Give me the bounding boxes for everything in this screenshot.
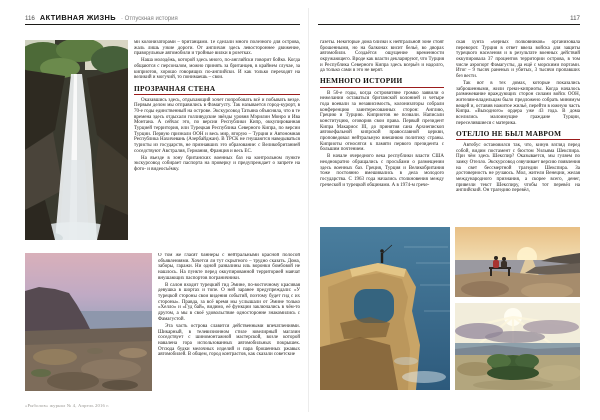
sea-arch-photo <box>320 227 450 390</box>
section-subtitle: · Отпускная история <box>120 16 178 22</box>
left-page-text-upper <box>134 40 300 251</box>
body-paragraphs <box>134 98 300 173</box>
dusk-cliff-photo <box>25 253 152 391</box>
paragraph: газеты. Некоторые дома близки к нейтральной зоне стоят брошенными, но на балконах висит бельё, во дворах автомобили. Создаётся ощущение временности окружающего. Вроде как власти декларируют, что Турция и Республика Северного Кипра здесь всерьёз и надолго, да только сами в это не верят. <box>320 40 444 74</box>
paragraph: Наша молодёжь, которой здесь много, по-английски говорит бойко. Когда общаются с персоналом, можно принять за британцев, в крайнем случае, за киприотов, хорошо говорящих по-английски. И как только переходят на великий и могучий, то понимаешь – свои. <box>134 58 300 81</box>
page-number-right: 117 <box>570 15 580 22</box>
paragraph: В салон входит турецкий гид Эмине, по-восточному красивая девушка в шортах и топе. О ней заранее предупреждали: «У турецкой стороны свои видения событий, поэтому будет гид с их стороны». Правда, за всё время мы услышали от Эмине только «Хелло» и «Гуд бай», видимо, её функции заключались в чём-то другом, а мы в своё удовольствие односторонне знакомились с Фамагустой. <box>158 282 300 322</box>
col1-paragraphs <box>320 91 444 189</box>
col2-paragraphs <box>456 40 580 126</box>
right-page-column-1 <box>320 40 444 227</box>
heading-transparent-wall: ПРОЗРАЧНАЯ СТЕНА <box>134 86 300 95</box>
left-header-rule <box>25 24 300 25</box>
paragraph: На въезде в зону британских военных баз на контрольном пункте экскурсовод собирает паспорта на проверку и предупреждает о запрете на фото- и видеосъёмку. <box>134 155 300 173</box>
left-page-header <box>25 13 300 22</box>
section-title: АКТИВНАЯ ЖИЗНЬ <box>39 13 116 22</box>
right-page-column-2 <box>456 40 580 227</box>
lower-paragraphs <box>158 253 300 358</box>
intro-paragraphs <box>134 40 300 81</box>
paragraph: ская хунта «чёрных полковников» организовала переворот. Турция в ответ ввела войска для защиты турецкого населения и в результате военных действий оккупировала 37 процентов территории острова, в том числе аэропорт Фамагусты, да ещё с морскими портами. Итог – 9 тысяч раненых и убитых, 3 тысячи пропавших без вести. <box>456 40 580 79</box>
paragraph: Эта часть острова славится действенными впечатлениями. Шикарный, в телевизионном стиле ювелирный магазин соседствует с шиномонтажной мастерской, возле которой навалена гора использованных автомобильных покрышек. Отсюда будки мелочных изделий и пара брошенных ржавых автомобилей. В общем, город контрастов, как сказали советские <box>158 323 300 358</box>
left-page-text-lower <box>158 253 300 393</box>
waterfall-photo <box>25 40 128 240</box>
footer-imprint: «Рыболов» журнал № 4, Апрель 2016 г. <box>25 403 110 408</box>
paragraph: В начале очередного века республики власти США неоднократно обращались с просьбами о размещении здесь военных баз. Греция, Турция и Великобритания тоже постоянно вмешивались в дела молодого государства. С 1963 года начались столкновения между греческой и турецкой общинами. А в 1974-м грече- <box>320 154 444 188</box>
paragraph: Так вот в тех домах, которые показались заброшенными, жили греки-киприоты. Когда началось размежевание враждующих сторон силами войск ООН, жителям-владельцам было предложено собрать минимум вещей и, оставив нажитое жильё, перейти в южную часть Кипра. «Выходного» ордера уже 43 года. В дома вселились малоимущие граждане Турции, переселившиеся с материка. <box>456 81 580 126</box>
paragraph: Автобус остановился так, что, кинув взгляд перед собой, видим постамент с бюстом Уильяма Шекспира. При чём здесь Шекспир? Оказывается, мы гуляем по замку Отелло. Экскурсовод озвучивает версию появления на свет бессмертной трагедии Шекспира. За достоверность не ручаюсь. Мол, жители Венеции, желая международного признания, а скорее всего, денег, привезли текст Шекспиру, чтобы тот перевёл на английский. Он трагедию перевёл, <box>456 143 580 194</box>
green-bush <box>487 354 539 380</box>
paragraph: О том же гласят баннеры с нейтральными красной полосой объявлениями. Хочется ли тут скрытного – трудно сказать. Дома, заборы, гаражи. Ни одной развалины иль воронки бомбовой не нашлось. На пункте перед оккупированной территорией маячат внушающих паспортов пограничники. <box>158 253 300 281</box>
sunset-bench-photo <box>455 227 580 297</box>
paragraph: Оказавшись здесь, отдыхающий хочет попробовать всё и побывать везде. Первым делом мы отправились в Фамагусту. Так называется город-курорт, в 70-е годы единственный на острове. Экскурсовод Татьяна объясняла, что в те времена здесь отдыхали голливудские звёзды уровня Мэрилин Монро и Ива Монтана. А сейчас это, по версии Республики Кипр, оккупированная Турцией территория, или Турецкая Республика Северного Кипра, по версии Турции. Первую признали ООН и весь мир, вторую – Турция и Автономная Республика Нахичевань (Азербайджан). В ТРСК не гнушаются наведываться туристы из государств, не признавших это образование: с Великобританией соседствуют Австралия, Германия, Франция и весь ЕС. <box>134 97 300 154</box>
paragraph: В 50-е годы, когда островитяне громко заявили о нежелании оставаться британской колонией и четыре года воевали за независимость, колонизаторы собрали конференцию заинтересованных сторон: Англию, Грецию и Турцию. Киприотов не позвали. Написали конституцию, оговорив свои права. Первый президент Кипра Макариос III, до принятия сана Архиепископ автокефальной кипрской православной церкви, проповедовал нейтральную внешнюю политику страны. Киприоты относятся к памяти первого президента с большим почтением. <box>320 90 444 153</box>
heading-history: НЕМНОГО ИСТОРИИ <box>320 78 444 87</box>
page-spine-divider <box>308 8 309 412</box>
col1-lead-paragraphs <box>320 40 444 74</box>
page-number-left: 116 <box>25 15 35 22</box>
heading-othello: ОТЕЛЛО НЕ БЫЛ МАВРОМ <box>456 131 580 140</box>
col2-after-paragraphs <box>456 143 580 194</box>
right-header-rule <box>318 24 580 25</box>
sun-rays-coast-photo <box>455 303 580 390</box>
paragraph: ми колонизаторами – британцами. Те сделали много полезного для острова, жаль лишь узкие дороги. От англичан здесь левостороннее движение, праворульные автомобили и тройные вилки в розетках. <box>134 40 300 57</box>
